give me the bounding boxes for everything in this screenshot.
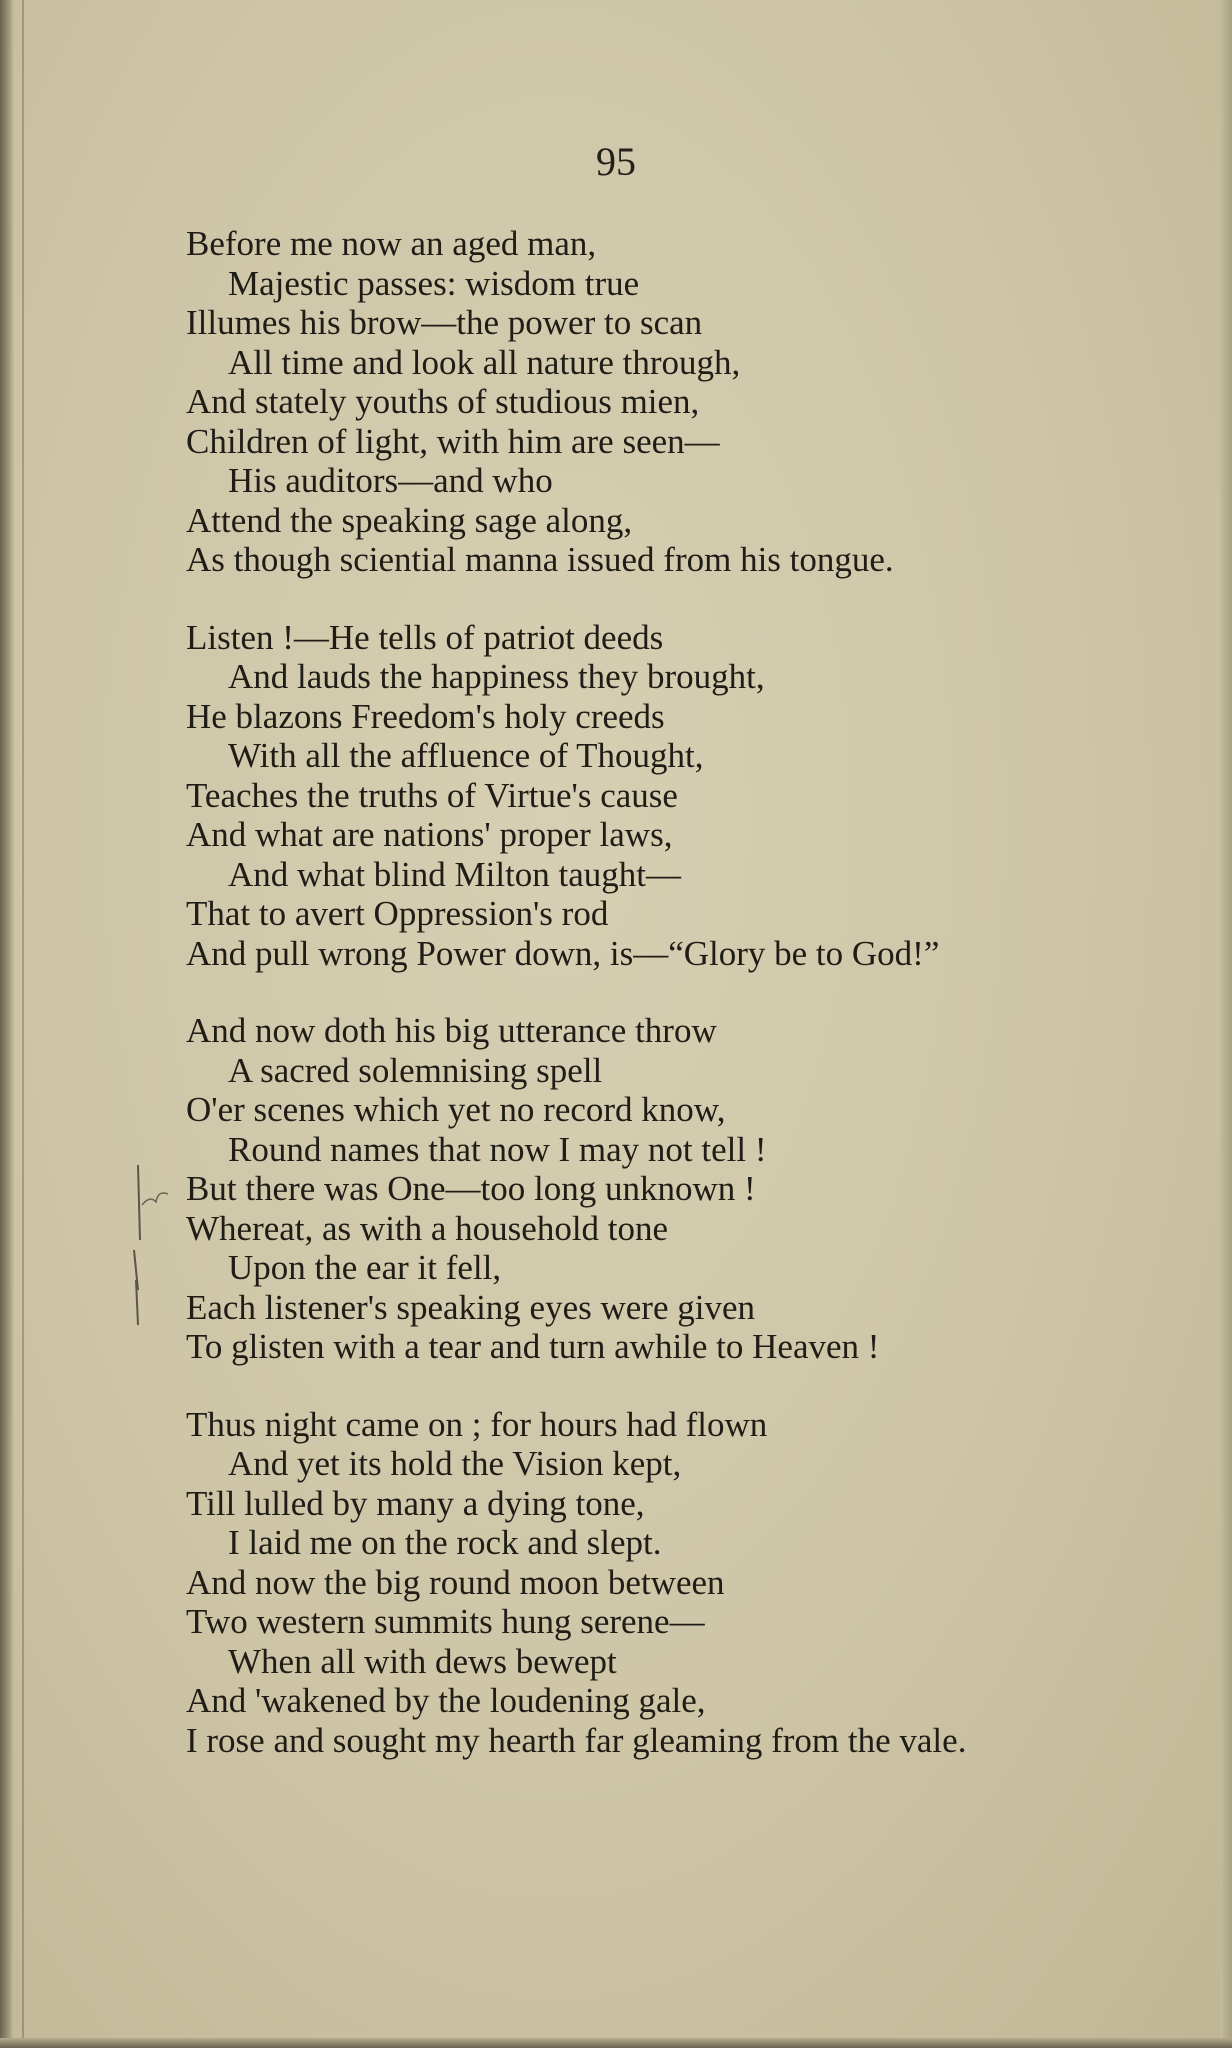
poem-line: Attend the speaking sage along, [186, 500, 633, 540]
poem-line: Each listener's speaking eyes were given [186, 1287, 756, 1327]
stanza-1 [186, 224, 1106, 580]
poem-line: Upon the ear it fell, [228, 1248, 502, 1287]
poem-line: I rose and sought my hearth far gleaming from the vale. [186, 1720, 967, 1760]
poem-line: And pull wrong Power down, is—“Glory be to God!” [186, 933, 940, 973]
poem-line: Whereat, as with a household tone [186, 1208, 669, 1248]
page-right-edge [1220, 0, 1232, 2048]
binding-edge [0, 0, 14, 2048]
poem-line: His auditors—and who [228, 461, 553, 500]
stanza-3 [186, 1011, 1106, 1367]
poem-line: And what are nations' proper laws, [186, 815, 673, 854]
poem-line: He blazons Freedom's holy creeds [186, 696, 665, 736]
poem-line: O'er scenes which yet no record know, [186, 1090, 726, 1129]
poem-line: A sacred solemnising spell [228, 1050, 603, 1090]
poem-line: I laid me on the rock and slept. [228, 1523, 662, 1562]
stanza-2 [186, 618, 1106, 974]
poem-line: Teaches the truths of Virtue's cause [186, 775, 678, 815]
poem-line: And lauds the happiness they brought, [228, 657, 765, 696]
poem-line: Till lulled by many a dying tone, [186, 1483, 645, 1523]
poem-line: And now the big round moon between [186, 1562, 725, 1602]
binding-shadow-line [22, 0, 24, 2048]
poem-line: Before me now an aged man, [186, 224, 597, 263]
poem-line: When all with dews bewept [228, 1641, 617, 1681]
stanza-4 [186, 1405, 1106, 1761]
poem-line: All time and look all nature through, [228, 342, 741, 382]
pencil-margin-mark-icon [128, 1160, 188, 1330]
poem-line: And yet its hold the Vision kept, [228, 1444, 682, 1483]
poem-line: And 'wakened by the loudening gale, [186, 1681, 706, 1720]
poem-line: With all the affluence of Thought, [228, 736, 704, 775]
poem-line: Majestic passes: wisdom true [228, 263, 640, 303]
poem-line: As though sciential manna issued from his tongue. [186, 540, 894, 579]
poem-line: Children of light, with him are seen— [186, 421, 720, 461]
poem-line: And what blind Milton taught— [228, 854, 682, 894]
poem [186, 224, 1106, 1798]
poem-line: Listen !—He tells of patriot deeds [186, 617, 664, 657]
poem-line: Illumes his brow—the power to scan [186, 303, 703, 342]
poem-line: And stately youths of studious mien, [186, 382, 700, 421]
poem-line: That to avert Oppression's rod [186, 894, 609, 933]
poem-line: Thus night came on ; for hours had flown [186, 1404, 768, 1444]
poem-line: Two western summits hung serene— [186, 1602, 705, 1641]
poem-line: To glisten with a tear and turn awhile to Heaven ! [186, 1327, 880, 1366]
poem-line: Round names that now I may not tell ! [228, 1129, 767, 1169]
page-number: 95 [596, 139, 636, 184]
poem-line: But there was One—too long unknown ! [186, 1169, 756, 1208]
page-bottom-edge [0, 2038, 1232, 2048]
poem-line: And now doth his big utterance throw [186, 1011, 717, 1050]
